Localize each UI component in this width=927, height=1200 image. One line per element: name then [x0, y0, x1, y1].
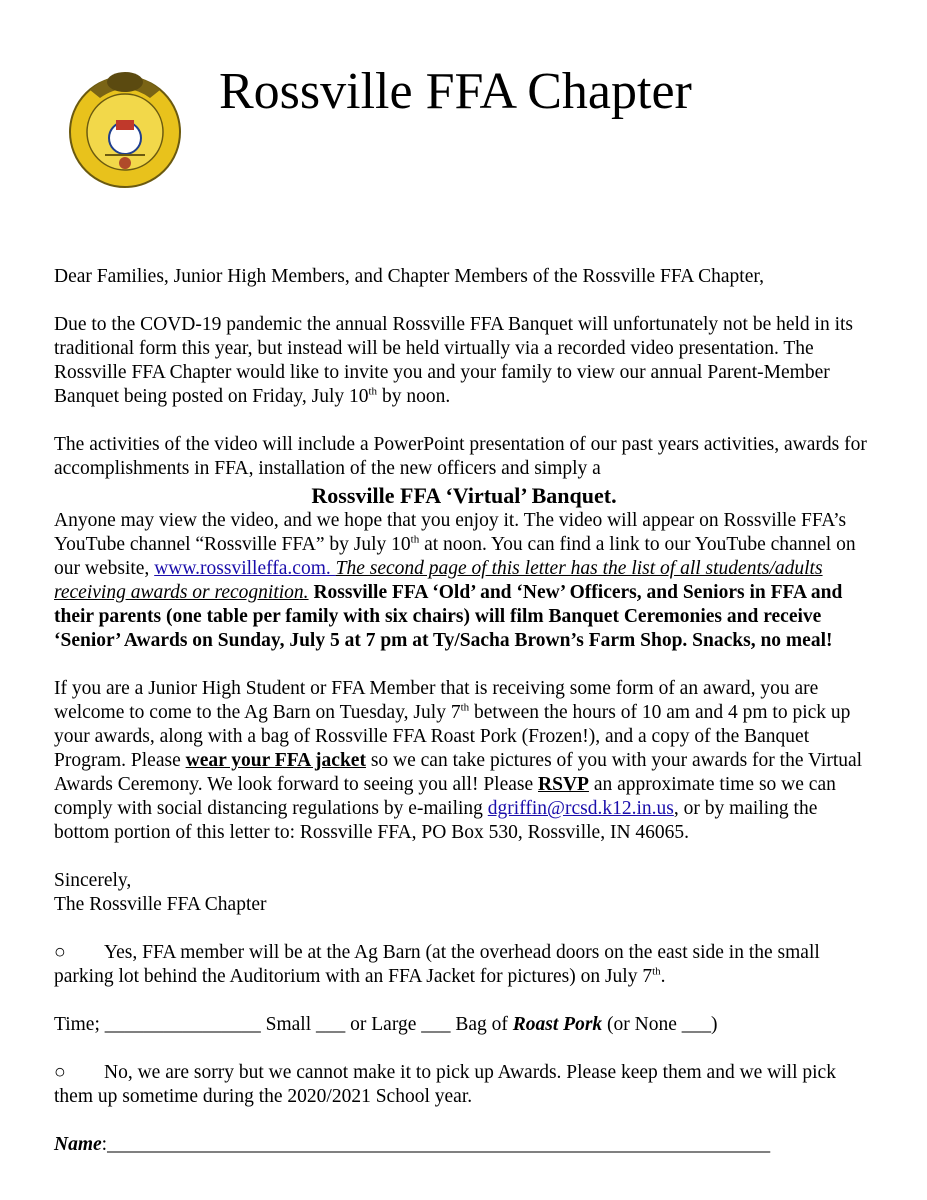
option-yes[interactable]: ○ Yes, FFA member will be at the Ag Barn (at the overhead doors on the east side in the small parking lot behind the Auditorium with an FFA Jacket for pictures) on July 7th.: [54, 942, 820, 987]
jacket-note: wear your FFA jacket: [185, 750, 366, 771]
ffa-emblem-icon: [60, 60, 190, 190]
email-link[interactable]: dgriffin@rcsd.k12.in.us: [487, 798, 674, 819]
name-field[interactable]: Name:____________________________________________________________________: [54, 1134, 771, 1155]
rsvp-note: RSVP: [538, 774, 589, 795]
letter-body: [54, 265, 874, 1157]
radio-circle-icon[interactable]: ○: [54, 942, 66, 963]
radio-circle-icon[interactable]: ○: [54, 1062, 66, 1083]
banquet-headline: Rossville FFA ‘Virtual’ Banquet.: [311, 483, 617, 508]
website-link[interactable]: www.rossvilleffa.com.: [154, 558, 336, 579]
pickup-paragraph: If you are a Junior High Student or FFA Member that is receiving some form of an award, you are welcome to come to the Ag Barn on Tuesday, July 7th between the hours of 10 am and 4 pm to pick up your awards, along with a bag of Rossville FFA Roast Pork (Frozen!), and a copy of the Banquet Program. Please wear your FFA jacket so we can take pictures of you with your awards for the Virtual Awards Ceremony. We look forward to seeing you all! Please RSVP an approximate time so we can comply with social distancing regulations by e-mailing dgriffin@rcsd.k12.in.us, or by mailing the bottom portion of this letter to: Rossville FFA, PO Box 530, Rossville, IN 46065.: [54, 678, 863, 843]
video-paragraph: Anyone may view the video, and we hope that you enjoy it. The video will appear on Rossville FFA’s YouTube channel “Rossville FFA” by July 10th at noon. You can find a link to our YouTube channel on our website, www.rossvilleffa.com. The second page of this letter has the list of all students/adults receiving awards or recognition. Rossville FFA ‘Old’ and ‘New’ Officers, and Seniors in FFA and their parents (one table per family with six chairs) will film Banquet Ceremonies and receive ‘Senior’ Awards on Sunday, July 5 at 7 pm at Ty/Sacha Brown’s Farm Shop. Snacks, no meal!: [54, 510, 856, 651]
page-title: Rossville FFA Chapter: [219, 63, 692, 120]
salutation: Dear Families, Junior High Members, and Chapter Members of the Rossville FFA Chapter,: [54, 266, 764, 287]
closing-signature: The Rossville FFA Chapter: [54, 894, 267, 915]
option-no[interactable]: ○ No, we are sorry but we cannot make it to pick up Awards. Please keep them and we will pick them up sometime during the 2020/2021 School year.: [54, 1062, 836, 1107]
closing-sincerely: Sincerely,: [54, 870, 132, 891]
time-line: Time; ________________ Small ___ or Large ___ Bag of Roast Pork (or None ___): [54, 1014, 718, 1035]
intro-paragraph: Due to the COVD-19 pandemic the annual Rossville FFA Banquet will unfortunately not be held in its traditional form this year, but instead will be held virtually via a recorded video presentation. The Rossville FFA Chapter would like to invite you and your family to view our annual Parent-Member Banquet being posted on Friday, July 10th by noon.: [54, 314, 854, 407]
activities-paragraph: The activities of the video will include a PowerPoint presentation of our past years activities, awards for accomplishments in FFA, installation of the new officers and simply a: [54, 434, 867, 479]
